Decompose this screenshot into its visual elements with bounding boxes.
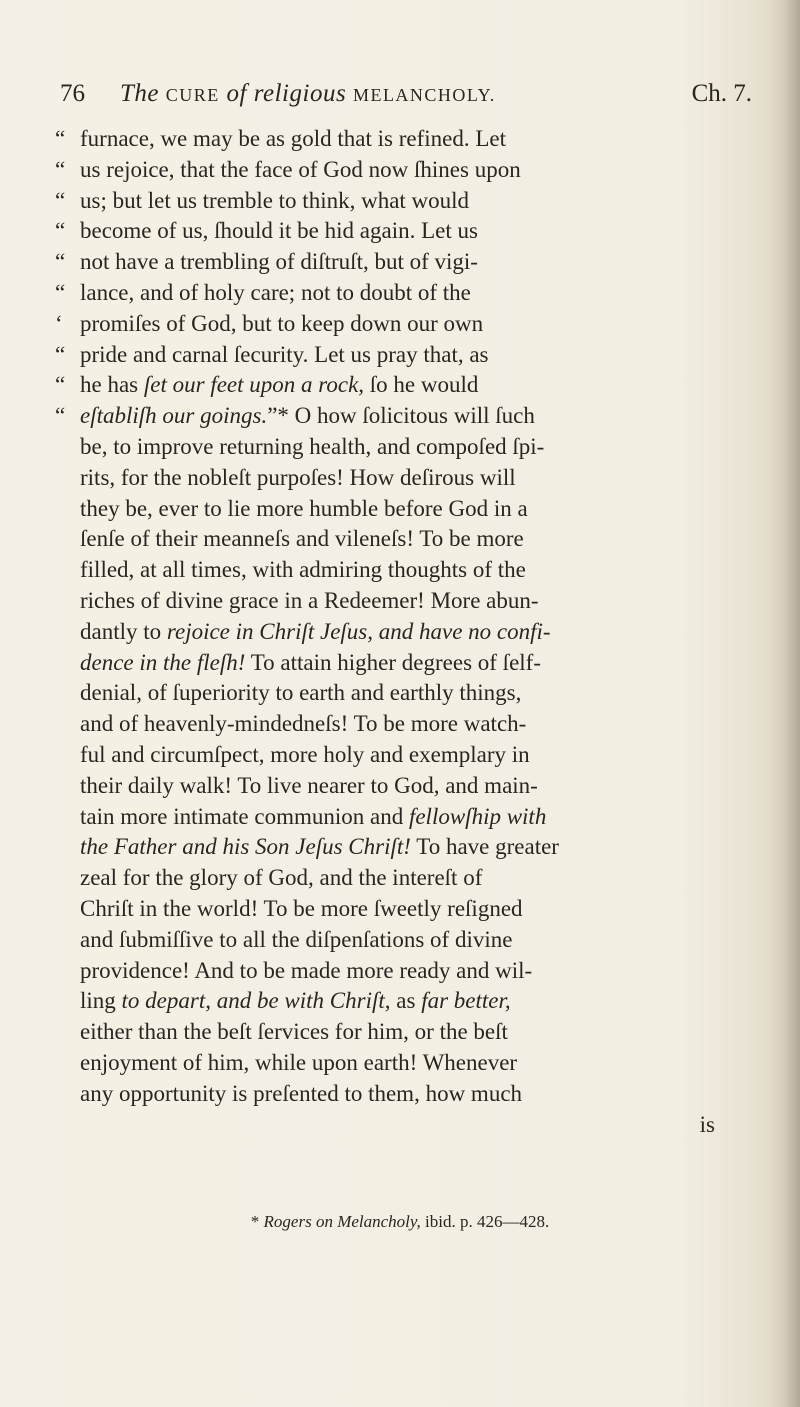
text-line [55, 401, 755, 432]
title-melancholy: MELANCHOLY. [352, 85, 496, 105]
text-span: ſo he would [364, 372, 479, 398]
text-span: denial, of ſuperiority to earth and earthly things, [80, 680, 522, 706]
text-line [55, 740, 755, 771]
text-span: they be, ever to lie more humble before God in a [80, 495, 528, 521]
page-number: 76 [60, 80, 85, 107]
text-span: dantly to [80, 618, 167, 644]
text-span: ful and circumſpect, more holy and exemplary in [80, 741, 530, 767]
running-title [120, 80, 496, 108]
text-line [55, 586, 755, 617]
quote-mark: “ [55, 218, 66, 244]
text-line [55, 309, 755, 340]
text-span: ling [80, 988, 122, 1014]
running-header [60, 80, 752, 116]
italic-text: the Father and his Son Jeſus Chriſt! [80, 834, 411, 860]
text-span: and of heavenly-mindedneſs! To be more watch- [80, 711, 527, 737]
text-line [55, 925, 755, 956]
text-span: To attain higher degrees of ſelf- [245, 649, 541, 675]
text-span: us rejoice, that the face of God now ſhines upon [80, 156, 521, 182]
italic-text: to depart, and be with Chriſt, [121, 988, 391, 1014]
text-span: riches of divine grace in a Redeemer! More abun- [80, 587, 539, 613]
text-line [55, 216, 755, 247]
text-span: tain more intimate communion and [80, 803, 409, 829]
text-line [55, 1048, 755, 1079]
text-span: pride and carnal ſecurity. Let us pray that, as [80, 341, 489, 367]
text-span: become of us, ſhould it be hid again. Let us [80, 218, 478, 244]
title-of-religious: of religious [226, 80, 347, 107]
text-span: filled, at all times, with admiring thoughts of the [80, 557, 526, 583]
text-line [55, 1017, 755, 1048]
title-cure: CURE [165, 85, 220, 105]
text-line [55, 524, 755, 555]
page-edge-shadow [770, 0, 800, 1407]
text-line [55, 124, 755, 155]
text-line [55, 370, 755, 401]
footnote [80, 1212, 720, 1232]
text-line [55, 802, 755, 833]
text-line [55, 186, 755, 217]
text-span: their daily walk! To live nearer to God, and main- [80, 772, 538, 798]
text-line [55, 832, 755, 863]
body-text [55, 124, 755, 1140]
title-the: The [120, 80, 159, 107]
italic-text: ſet our feet upon a rock, [143, 372, 365, 398]
text-span: furnace, we may be as gold that is refined. Let [80, 126, 506, 151]
footnote-reference: ibid. p. 426—428. [425, 1212, 550, 1231]
text-span: enjoyment of him, while upon earth! Whenever [80, 1049, 518, 1075]
italic-text: far better, [421, 988, 511, 1014]
footnote-source: Rogers on Melancholy, [263, 1212, 421, 1231]
text-span: any opportunity is preſented to them, how much [80, 1080, 523, 1106]
text-line [55, 432, 755, 463]
text-span: is [699, 1111, 715, 1137]
chapter-label: Ch. 7. [691, 80, 752, 107]
quote-mark: “ [55, 187, 66, 213]
text-line [55, 278, 755, 309]
quote-mark: “ [55, 249, 66, 275]
text-line [55, 247, 755, 278]
text-line [55, 155, 755, 186]
text-span: not have a trembling of diſtruſt, but of vigi- [80, 249, 478, 275]
text-line [55, 678, 755, 709]
text-line [55, 1079, 755, 1110]
footnote-marker: * [250, 1212, 260, 1231]
text-span: promiſes of God, but to keep down our own [80, 310, 484, 336]
text-span: us; but let us tremble to think, what would [80, 187, 470, 213]
text-span: rits, for the nobleſt purpoſes! How deſirous will [80, 464, 516, 490]
italic-text: eſtabliſh our goings. [80, 403, 268, 429]
italic-text: dence in the fleſh! [80, 649, 246, 675]
text-span: as [390, 988, 422, 1014]
text-line [55, 340, 755, 371]
text-line [55, 863, 755, 894]
quote-mark: “ [55, 372, 66, 398]
quote-mark: “ [55, 156, 66, 182]
text-line [55, 709, 755, 740]
text-line [55, 648, 755, 679]
text-line [55, 956, 755, 987]
italic-text: fellowſhip with [408, 803, 547, 829]
text-line [55, 494, 755, 525]
text-span: be, to improve returning health, and compoſed ſpi- [80, 433, 545, 459]
text-span: lance, and of holy care; not to doubt of the [80, 279, 471, 305]
italic-text: rejoice in Chriſt Jeſus, and have no confi- [166, 618, 551, 644]
text-span: he has [80, 372, 144, 398]
text-span: and ſubmiſſive to all the diſpenſations of divine [80, 926, 513, 952]
quote-mark: “ [55, 126, 66, 151]
text-line [55, 555, 755, 586]
quote-mark: “ [55, 403, 66, 429]
text-line [55, 1110, 755, 1141]
text-line [55, 894, 755, 925]
text-line [55, 463, 755, 494]
text-span: Chriſt in the world! To be more ſweetly reſigned [80, 895, 523, 921]
quote-mark: “ [55, 341, 66, 367]
text-line [55, 617, 755, 648]
text-span: ”* O how ſolicitous will ſuch [267, 403, 535, 429]
text-span: either than the beſt ſervices for him, or the beſt [80, 1019, 508, 1045]
text-span: providence! And to be made more ready and wil- [80, 957, 533, 983]
text-span: ſenſe of their meanneſs and vileneſs! To be more [80, 526, 524, 552]
text-span: To have greater [410, 834, 559, 860]
text-line [55, 771, 755, 802]
quote-mark: “ [55, 279, 66, 305]
text-span: zeal for the glory of God, and the intereſt of [80, 865, 483, 891]
quote-mark: ‘ [55, 310, 63, 336]
text-line [55, 986, 755, 1017]
